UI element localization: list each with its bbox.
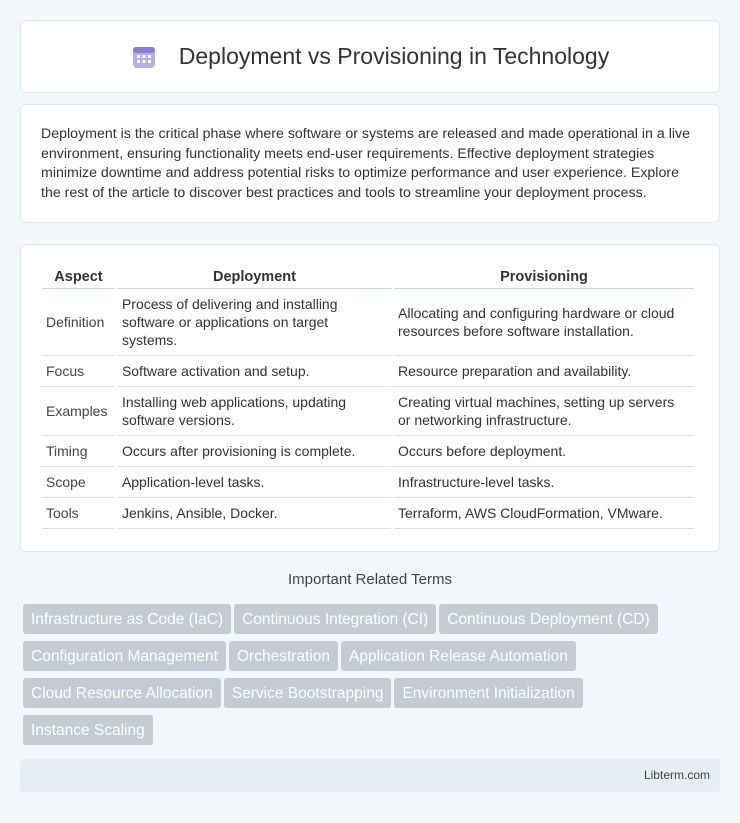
cell-provisioning: Occurs before deployment. bbox=[394, 436, 694, 467]
calendar-grid-icon bbox=[131, 44, 157, 70]
footer-site-link[interactable]: Libterm.com bbox=[643, 768, 710, 782]
cell-provisioning: Resource preparation and availability. bbox=[394, 356, 694, 387]
table-row bbox=[42, 467, 694, 498]
table-header-row bbox=[42, 265, 694, 289]
cell-aspect: Definition bbox=[42, 289, 115, 356]
related-terms-title: Important Related Terms bbox=[288, 571, 452, 588]
cell-deployment: Occurs after provisioning is complete. bbox=[118, 436, 391, 467]
cell-aspect: Scope bbox=[42, 467, 115, 498]
related-term-tag[interactable]: Service Bootstrapping bbox=[224, 678, 392, 708]
cell-provisioning: Infrastructure-level tasks. bbox=[394, 467, 694, 498]
cell-aspect: Examples bbox=[42, 387, 115, 436]
related-term-tag[interactable]: Infrastructure as Code (IaC) bbox=[23, 604, 231, 634]
related-term-tag[interactable]: Environment Initialization bbox=[394, 678, 582, 708]
related-term-tag[interactable]: Configuration Management bbox=[23, 641, 226, 671]
cell-provisioning: Allocating and configuring hardware or cloud resources before software installation. bbox=[394, 289, 694, 356]
footer bbox=[20, 759, 720, 792]
table-row bbox=[42, 436, 694, 467]
header-aspect: Aspect bbox=[42, 265, 115, 289]
cell-deployment: Application-level tasks. bbox=[118, 467, 391, 498]
cell-deployment: Installing web applications, updating software versions. bbox=[118, 387, 391, 436]
intro-text: Deployment is the critical phase where software or systems are released and made operational in a live environment, ensuring functionality meets end-user requirements. Effective deployment strategies minimize downtime and address potential risks to optimize performance and user experience. Explore the rest of the article to discover best practices and tools to streamline your deployment process. bbox=[41, 126, 691, 201]
header-deployment: Deployment bbox=[118, 265, 391, 289]
related-term-tag[interactable]: Cloud Resource Allocation bbox=[23, 678, 221, 708]
cell-provisioning: Terraform, AWS CloudFormation, VMware. bbox=[394, 498, 694, 529]
header-provisioning: Provisioning bbox=[394, 265, 694, 289]
table-row bbox=[42, 498, 694, 529]
cell-provisioning: Creating virtual machines, setting up servers or networking infrastructure. bbox=[394, 387, 694, 436]
cell-deployment: Software activation and setup. bbox=[118, 356, 391, 387]
related-term-tag[interactable]: Continuous Deployment (CD) bbox=[439, 604, 657, 634]
cell-aspect: Timing bbox=[42, 436, 115, 467]
comparison-card bbox=[20, 244, 720, 552]
cell-aspect: Focus bbox=[42, 356, 115, 387]
table-row bbox=[42, 387, 694, 436]
table-row bbox=[42, 356, 694, 387]
table-row bbox=[42, 289, 694, 356]
related-term-tag[interactable]: Instance Scaling bbox=[23, 715, 153, 745]
related-term-tag[interactable]: Orchestration bbox=[229, 641, 338, 671]
page-title: Deployment vs Provisioning in Technology bbox=[178, 43, 610, 69]
related-term-tag[interactable]: Continuous Integration (CI) bbox=[234, 604, 436, 634]
header-card bbox=[20, 20, 720, 93]
related-terms-list bbox=[23, 604, 713, 752]
cell-deployment: Process of delivering and installing software or applications on target systems. bbox=[118, 289, 391, 356]
cell-deployment: Jenkins, Ansible, Docker. bbox=[118, 498, 391, 529]
related-term-tag[interactable]: Application Release Automation bbox=[341, 641, 576, 671]
comparison-table bbox=[39, 265, 697, 529]
cell-aspect: Tools bbox=[42, 498, 115, 529]
intro-card bbox=[20, 104, 720, 223]
